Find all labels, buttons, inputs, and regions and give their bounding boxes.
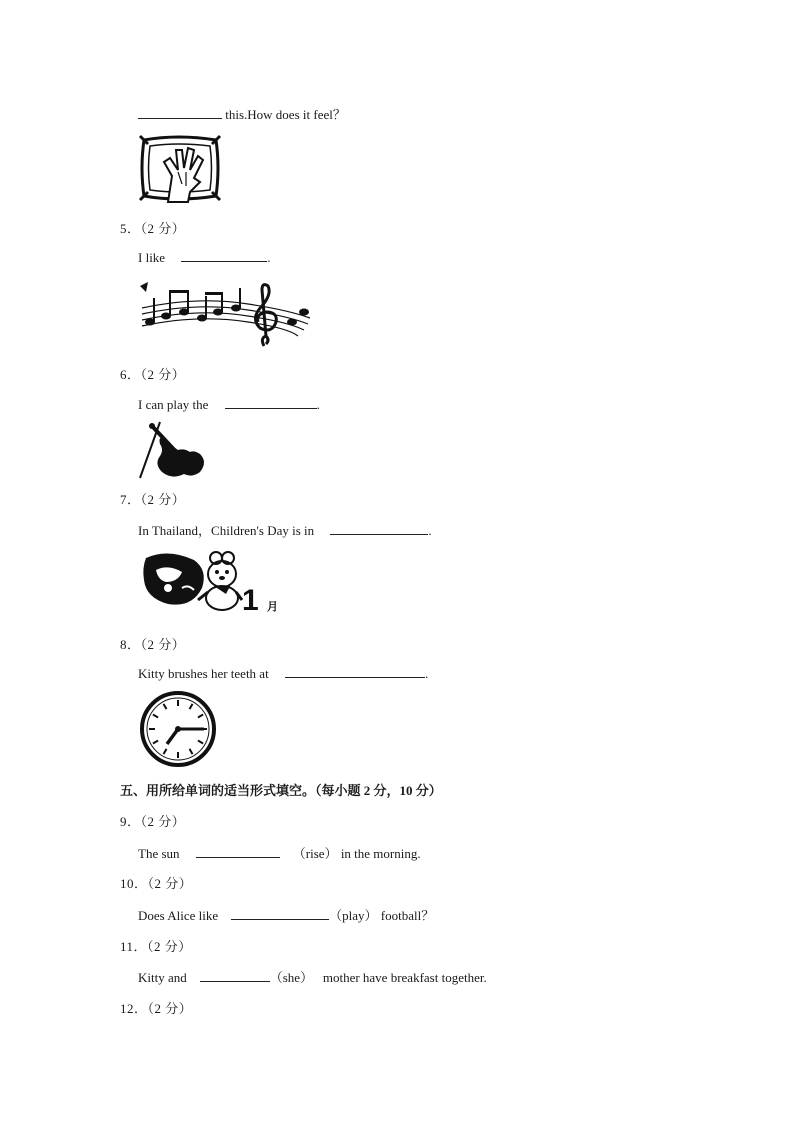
q5-number: 5．（2 分） <box>120 221 186 236</box>
q5-answer-blank[interactable] <box>181 249 267 262</box>
section-5-heading: 五、用所给单词的适当形式填空。（每小题 2 分，10 分） <box>120 783 442 798</box>
q10-answer-blank[interactable] <box>231 907 329 920</box>
q7-sentence: In Thailand，Children's Day is in . <box>138 523 432 538</box>
q9-sentence: The sun （rise） in the morning. <box>138 846 421 861</box>
q10-number: 10．（2 分） <box>120 876 193 891</box>
q8-number: 8．（2 分） <box>120 637 186 652</box>
clock-picture <box>138 690 218 768</box>
q8-sentence: Kitty brushes her teeth at . <box>138 666 429 681</box>
q8-answer-blank[interactable] <box>285 665 425 678</box>
q9-number: 9．（2 分） <box>120 814 186 829</box>
q9-answer-blank[interactable] <box>196 845 280 858</box>
q6-number: 6．（2 分） <box>120 367 186 382</box>
childrens-day-picture <box>138 548 288 616</box>
q7-answer-blank[interactable] <box>330 522 428 535</box>
pillow-touch-picture <box>138 132 222 204</box>
q11-number: 11．（2 分） <box>120 939 192 954</box>
q11-sentence: Kitty and （she） mother have breakfast together. <box>138 970 487 985</box>
violin-picture <box>138 420 208 480</box>
month-number-text: 1 <box>242 584 259 616</box>
q4-answer-blank[interactable] <box>138 106 222 119</box>
music-notes-picture <box>138 278 318 350</box>
q4-sentence: this.How does it feel？ <box>138 104 346 123</box>
q7-number: 7．（2 分） <box>120 492 186 507</box>
q6-answer-blank[interactable] <box>225 396 317 409</box>
q5-sentence: I like . <box>138 250 271 265</box>
q12-number: 12．（2 分） <box>120 1001 193 1016</box>
q10-sentence: Does Alice like （play） football？ <box>138 908 435 923</box>
month-unit-text: 月 <box>267 600 278 613</box>
q11-answer-blank[interactable] <box>200 969 270 982</box>
q6-sentence: I can play the . <box>138 397 320 412</box>
